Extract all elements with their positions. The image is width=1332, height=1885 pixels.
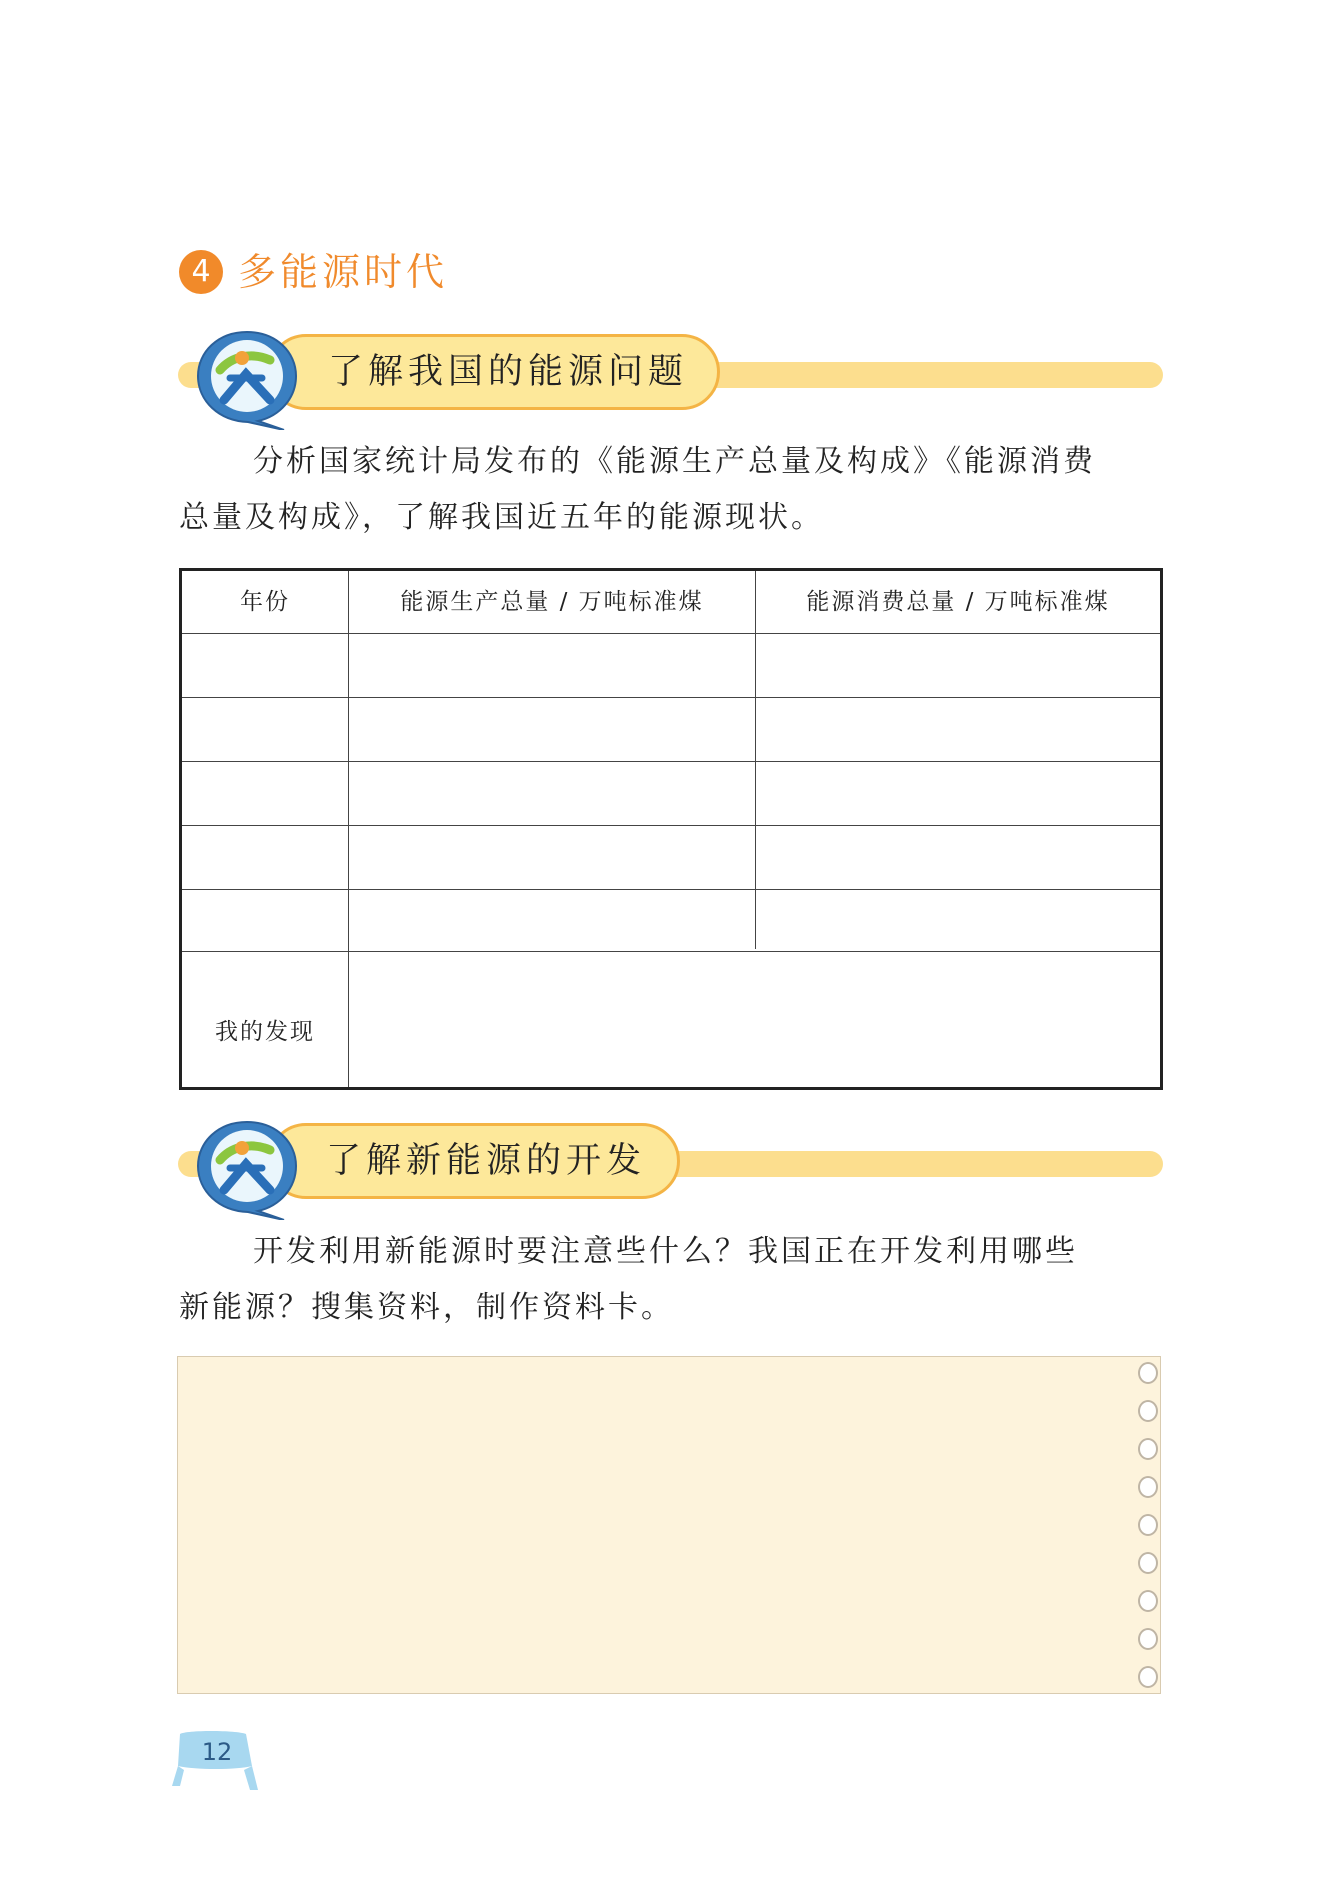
section1-paragraph: [179, 434, 1096, 546]
section1-paragraph-line2: 总量及构成》，了解我国近五年的能源现状。: [179, 500, 824, 535]
notepad-binding-rings: [1138, 1356, 1160, 1694]
table-row-1: [182, 634, 348, 697]
findings-label: 我的发现: [215, 1019, 315, 1045]
table-header-production: 能源生产总量 / 万吨标准煤: [400, 589, 704, 615]
ring-icon: [1138, 1514, 1158, 1536]
chapter-number-badge: 4: [179, 250, 223, 294]
ring-icon: [1138, 1590, 1158, 1612]
ring-icon: [1138, 1666, 1158, 1688]
table-row-3: [182, 762, 348, 825]
section2-paragraph: [179, 1224, 1078, 1336]
info-card-notepad[interactable]: [177, 1356, 1161, 1694]
ring-icon: [1138, 1400, 1158, 1422]
ring-icon: [1138, 1438, 1158, 1460]
table-row-5: [182, 890, 348, 951]
findings-answer-area[interactable]: [349, 952, 1160, 1087]
table-row-4: [182, 826, 348, 889]
chapter-title: 多能源时代: [238, 250, 449, 294]
section2-paragraph-line2: 新能源？搜集资料，制作资料卡。: [179, 1290, 674, 1325]
section1-title: 了解我国的能源问题: [328, 352, 689, 392]
section2-title: 了解新能源的开发: [326, 1141, 647, 1181]
ring-icon: [1138, 1476, 1158, 1498]
table-header-year: 年份: [240, 589, 290, 615]
section2-paragraph-line1: 开发利用新能源时要注意些什么？我国正在开发利用哪些: [253, 1234, 1078, 1269]
ring-icon: [1138, 1362, 1158, 1384]
activity-badge-icon: [192, 326, 302, 430]
energy-data-table: [179, 568, 1163, 1090]
table-header-consumption: 能源消费总量 / 万吨标准煤: [806, 589, 1110, 615]
section1-paragraph-line1: 分析国家统计局发布的《能源生产总量及构成》《能源消费: [253, 444, 1096, 479]
table-row-2: [182, 698, 348, 761]
ring-icon: [1138, 1552, 1158, 1574]
activity-badge-icon: [192, 1116, 302, 1220]
ring-icon: [1138, 1628, 1158, 1650]
page-number: 12: [201, 1738, 233, 1766]
